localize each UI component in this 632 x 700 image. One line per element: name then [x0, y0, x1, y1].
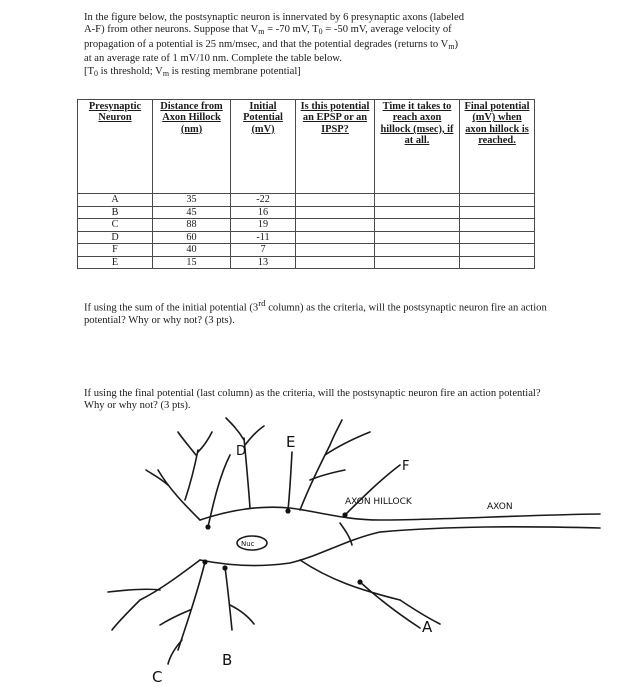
terminal-e: [288, 452, 292, 510]
cell-neuron: E: [78, 256, 153, 269]
question-1: If using the sum of the initial potential (3rd column) as the criteria, will the postsynaptic neuron fire an action potential? Why or why not? (3 pts).: [84, 298, 547, 326]
dendrite-a: [300, 560, 400, 600]
cell-neuron: D: [78, 231, 153, 244]
header-initial-potential: Initial Potential (mV): [231, 100, 296, 194]
dendrite-upper-left: [158, 470, 200, 520]
label-f: F: [402, 459, 410, 474]
cell-distance: 60: [153, 231, 231, 244]
cell-potential: 13: [231, 256, 296, 269]
terminal-f: [345, 465, 400, 515]
intro-line-5: [$T_0$ is threshold; $V_m$ is resting membrane potential]: [84, 65, 301, 78]
cell-distance: 40: [153, 244, 231, 257]
synapse-dot: [202, 559, 207, 564]
axon-hillock-label: AXON HILLOCK: [345, 497, 412, 507]
axon-bottom: [200, 527, 600, 566]
label-a: A: [422, 618, 433, 636]
synapse-dot: [342, 512, 347, 517]
synapse-dot: [205, 524, 210, 529]
dendrite-b: [225, 567, 232, 630]
cell-potential: 7: [231, 244, 296, 257]
nucleus-label: Nuc: [241, 540, 255, 548]
question-2: If using the final potential (last column) as the criteria, will the postsynaptic neuron fire an action potential? Why or why not? (3 pts).: [84, 388, 541, 412]
cell-distance: 45: [153, 206, 231, 219]
soma-outline: [200, 507, 600, 520]
header-epsp-ipsp: Is this potential an EPSP or an IPSP?: [296, 100, 375, 194]
axon-hillock-line: [340, 523, 352, 545]
cell-neuron: A: [78, 194, 153, 207]
cell-neuron: F: [78, 244, 153, 257]
intro-line-3: propagation of a potential is 25 nm/msec, and that the potential degrades (returns to $V_m$): [84, 38, 459, 51]
intro-line-4: at an average rate of 1 mV/10 nm. Complete the table below.: [84, 53, 342, 65]
synapse-dot: [285, 508, 290, 513]
synapse-dot: [222, 565, 227, 570]
cell-potential: -11: [231, 231, 296, 244]
synapse-dot: [357, 579, 362, 584]
cell-distance: 88: [153, 219, 231, 232]
cell-neuron: B: [78, 206, 153, 219]
terminal-a: [360, 582, 420, 628]
label-c: C: [152, 668, 163, 686]
dendrite-c: [178, 562, 205, 650]
axon-label: AXON: [487, 502, 513, 512]
cell-potential: 16: [231, 206, 296, 219]
cell-distance: 15: [153, 256, 231, 269]
cell-potential: -22: [231, 194, 296, 207]
cell-distance: 35: [153, 194, 231, 207]
header-presynaptic-neuron: Presynaptic Neuron: [78, 100, 153, 194]
intro-line-1: In the figure below, the postsynaptic neuron is innervated by 6 presynaptic axons (labeled: [84, 12, 464, 23]
cell-neuron: C: [78, 219, 153, 232]
intro-line-2: A-F) from other neurons. Suppose that $V_m = -70$ mV, $T_0 = -50$ mV, average velocity of: [84, 24, 452, 37]
label-e: E: [286, 433, 296, 451]
dendrite-left-lower: [140, 560, 200, 600]
cell-potential: 19: [231, 219, 296, 232]
label-b: B: [222, 651, 233, 669]
label-d: D: [236, 444, 247, 459]
header-time-to-hillock: Time it takes to reach axon hillock (msec), if at all.: [375, 100, 460, 194]
header-distance: Distance from Axon Hillock (nm): [153, 100, 231, 194]
header-final-potential: Final potential (mV) when axon hillock is reached.: [460, 100, 535, 194]
